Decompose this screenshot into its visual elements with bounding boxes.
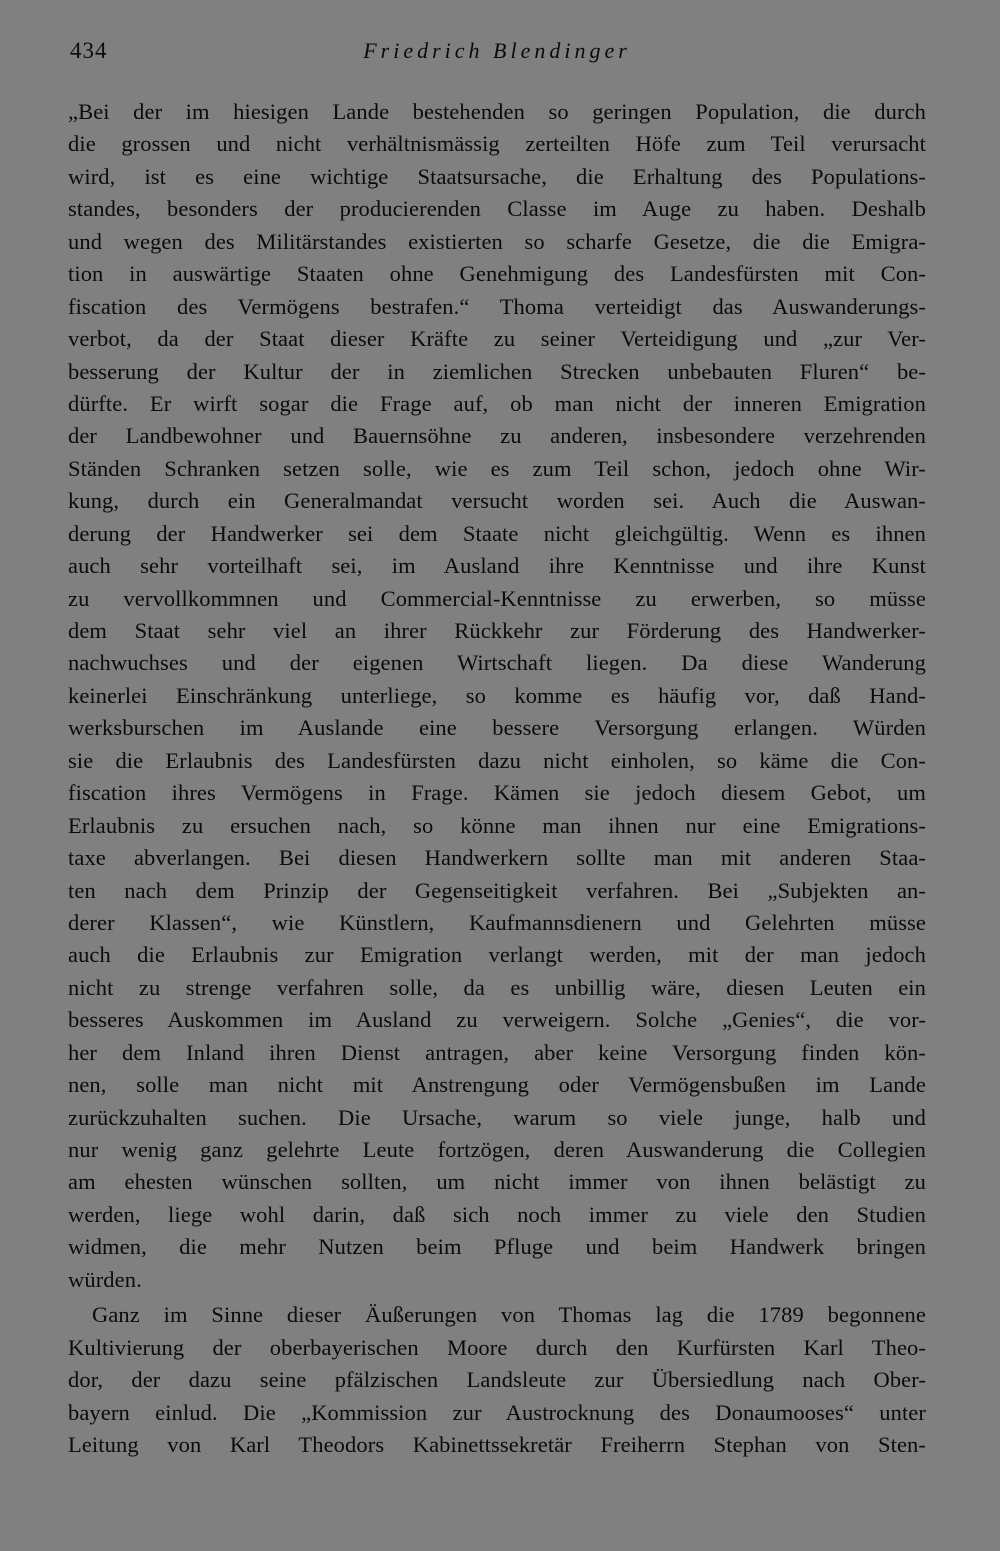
text-line: derung der Handwerker sei dem Staate nicht gleichgültig. Wenn es ihnen [68, 520, 926, 546]
text-line: der Landbewohner und Bauernsöhne zu anderen, insbesondere verzehrenden [68, 423, 926, 449]
text-line: dem Staat sehr viel an ihrer Rückkehr zur Förderung des Handwerker- [68, 618, 926, 643]
body-text [68, 96, 926, 1461]
running-head: Friedrich Blendinger [363, 38, 631, 63]
text-line: kung, durch ein Generalmandat versucht worden sei. Auch die Auswan- [68, 488, 926, 514]
text-line: ten nach dem Prinzip der Gegenseitigkeit verfahren. Bei „Subjekten an- [68, 877, 926, 903]
text-line: nur wenig ganz gelehrte Leute fortzögen, deren Auswanderung die Collegien [68, 1137, 926, 1162]
text-line: widmen, die mehr Nutzen beim Pfluge und beim Handwerk bringen [68, 1234, 926, 1260]
text-line: werksburschen im Auslande eine bessere Versorgung erlangen. Würden [68, 715, 926, 741]
text-line: dürfte. Er wirft sogar die Frage auf, ob man nicht der inneren Emigration [68, 390, 926, 416]
page-number: 434 [70, 38, 108, 63]
text-line: her dem Inland ihren Dienst antragen, aber keine Versorgung finden kön- [68, 1039, 926, 1065]
text-line: fiscation des Vermögens bestrafen.“ Thoma verteidigt das Auswanderungs- [68, 293, 926, 319]
text-line: Erlaubnis zu ersuchen nach, so könne man ihnen nur eine Emigrations- [68, 812, 926, 838]
text-line: dor, der dazu seine pfälzischen Landsleute zur Übersiedlung nach Ober- [68, 1367, 926, 1393]
text-line: würden. [68, 1266, 142, 1292]
text-line: zurückzuhalten suchen. Die Ursache, warum so viele junge, halb und [68, 1104, 926, 1130]
text-line: sie die Erlaubnis des Landesfürsten dazu nicht einholen, so käme die Con- [68, 747, 926, 773]
text-line: besserung der Kultur der in ziemlichen Strecken unbebauten Fluren“ be- [68, 358, 926, 384]
text-line: Ständen Schranken setzen solle, wie es zum Teil schon, jedoch ohne Wir- [68, 455, 926, 481]
text-line: Ganz im Sinne dieser Äußerungen von Thomas lag die 1789 begonnene [92, 1302, 926, 1328]
text-line: auch sehr vorteilhaft sei, im Ausland ihre Kenntnisse und ihre Kunst [68, 553, 926, 579]
text-line: nen, solle man nicht mit Anstrengung oder Vermögensbußen im Lande [68, 1072, 926, 1098]
text-line: besseres Auskommen im Ausland zu verweigern. Solche „Genies“, die vor- [68, 1007, 926, 1033]
text-line: zu vervollkommnen und Commercial-Kenntnisse zu erwerben, so müsse [68, 585, 926, 611]
text-line: werden, liege wohl darin, daß sich noch immer zu viele den Studien [68, 1201, 926, 1227]
text-line: und wegen des Militärstandes existierten so scharfe Gesetze, die die Emigra- [68, 228, 926, 254]
text-line: tion in auswärtige Staaten ohne Genehmigung des Landesfürsten mit Con- [68, 261, 926, 287]
text-line: bayern einlud. Die „Kommission zur Austrocknung des Donaumooses“ unter [68, 1399, 926, 1425]
text-line: Kultivierung der oberbayerischen Moore durch den Kurfürsten Karl Theo- [68, 1334, 926, 1360]
text-line: nachwuchses und der eigenen Wirtschaft liegen. Da diese Wanderung [68, 650, 926, 676]
text-line: taxe abverlangen. Bei diesen Handwerkern sollte man mit anderen Staa- [68, 845, 926, 871]
text-line: nicht zu strenge verfahren solle, da es unbillig wäre, diesen Leuten ein [68, 974, 926, 1000]
text-line: auch die Erlaubnis zur Emigration verlangt werden, mit der man jedoch [68, 942, 926, 968]
text-line: „Bei der im hiesigen Lande bestehenden so geringen Population, die durch [68, 99, 926, 124]
text-line: am ehesten wünschen sollten, um nicht immer von ihnen belästigt zu [68, 1169, 926, 1195]
paragraph [68, 96, 926, 1296]
text-line: Leitung von Karl Theodors Kabinettssekretär Freiherrn Stephan von Sten- [68, 1431, 926, 1457]
text-line: verbot, da der Staat dieser Kräfte zu seiner Verteidigung und „zur Ver- [68, 326, 926, 352]
text-line: die grossen und nicht verhältnismässig zerteilten Höfe zum Teil verursacht [68, 131, 926, 157]
paragraph [68, 1299, 926, 1461]
text-line: derer Klassen“, wie Künstlern, Kaufmannsdienern und Gelehrten müsse [68, 909, 926, 935]
text-line: keinerlei Einschränkung unterliege, so komme es häufig vor, daß Hand- [68, 682, 926, 708]
page-header [68, 38, 926, 72]
text-line: wird, ist es eine wichtige Staatsursache, die Erhaltung des Populations- [68, 163, 926, 189]
text-line: fiscation ihres Vermögens in Frage. Kämen sie jedoch diesem Gebot, um [68, 780, 926, 806]
text-line: standes, besonders der producierenden Classe im Auge zu haben. Deshalb [68, 196, 926, 222]
